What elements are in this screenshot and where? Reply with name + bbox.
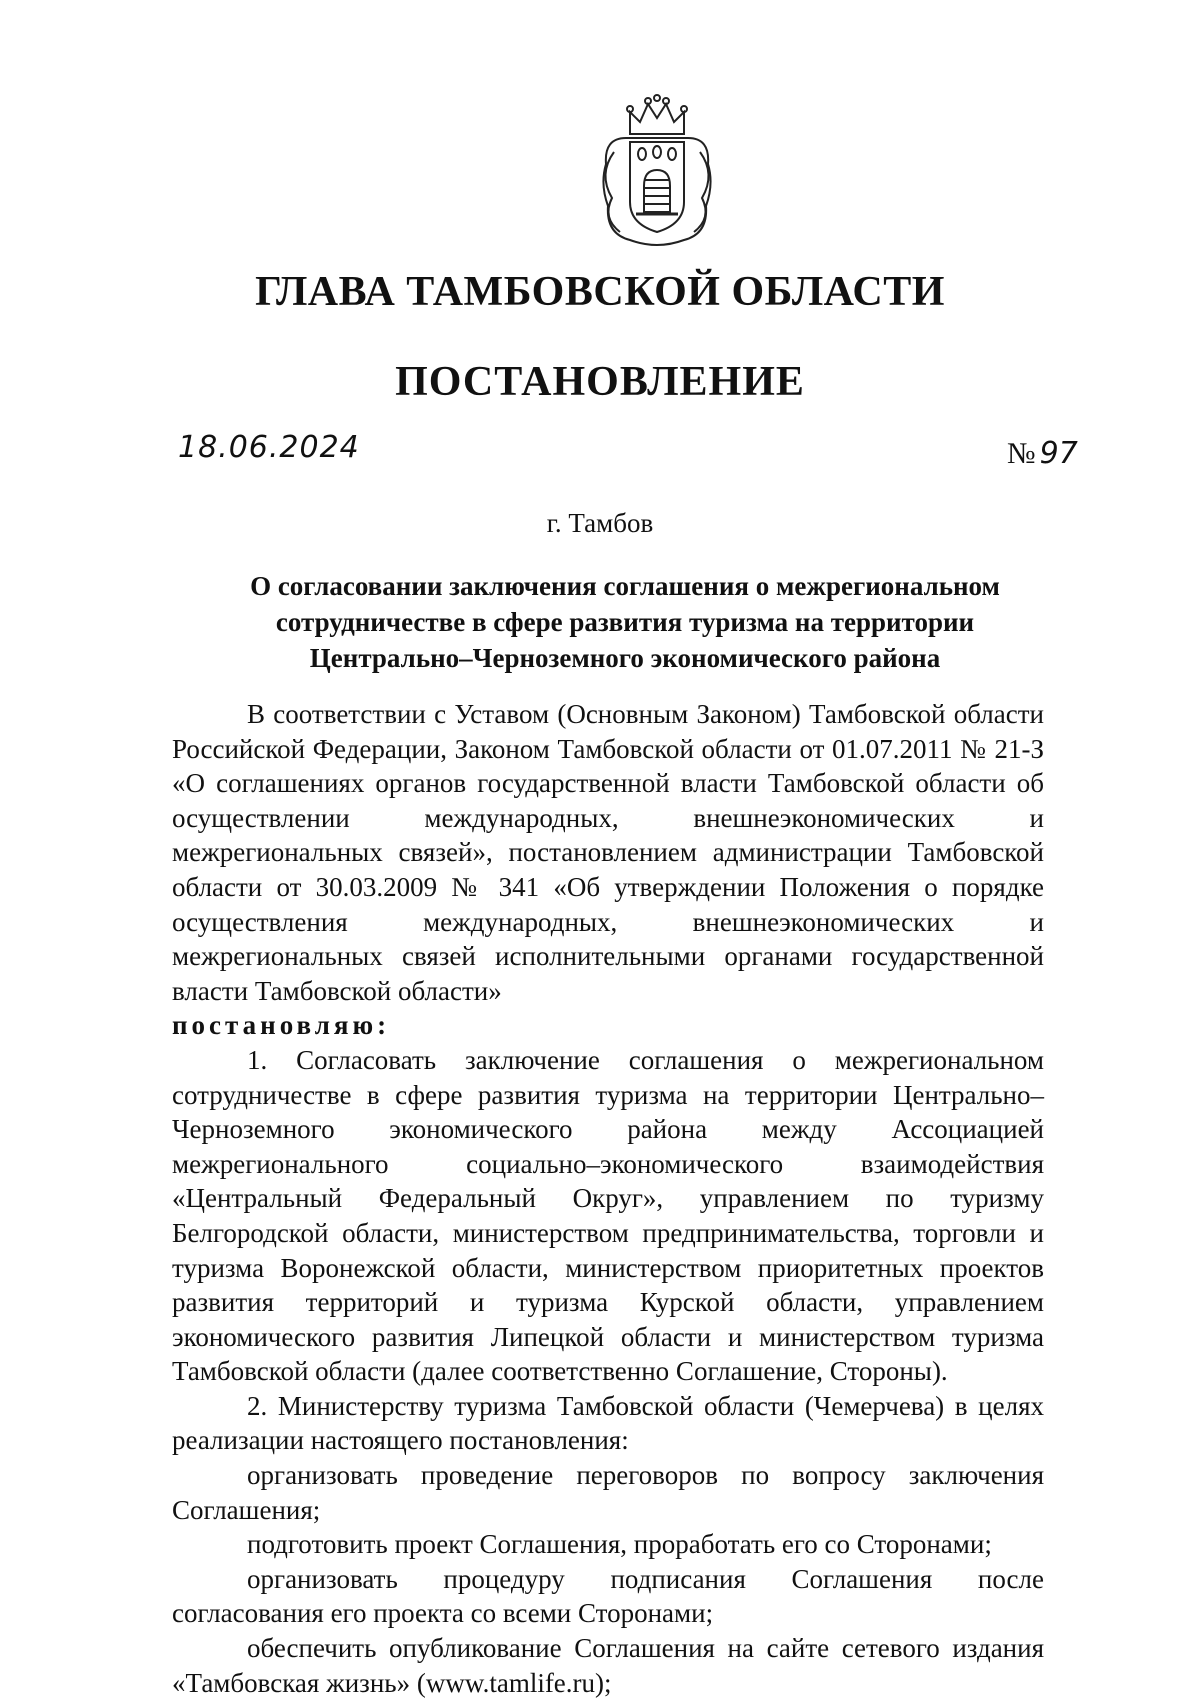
subitem-paragraph: обеспечить опубликование Соглашения на сайте сетевого издания «Тамбовская жизнь» (www.tamlife.ru); — [172, 1633, 1044, 1698]
document-number — [1007, 436, 1078, 471]
subitem-paragraph: организовать процедуру подписания Соглашения после согласования его проекта со всеми Сторонами; — [172, 1563, 1044, 1629]
document-type: ПОСТАНОВЛЕНИЕ — [395, 359, 805, 405]
item-1-paragraph: 1. Согласовать заключение соглашения о межрегиональном сотрудничестве в сфере развития туризма на территории Центрально–Черноземного экономического района между Ассоциацией межрегионального социально–экономического взаимодействия «Центральный Федеральный Округ», управлением по туризму Белгородской области, министерством предпринимательства, торговли и туризма Воронежской области, министерством приоритетных проектов развития территорий и туризма Курской области, управлением экономического развития Липецкой области и министерством туризма Тамбовской области (далее соответственно Соглашение, Стороны). — [172, 1044, 1044, 1387]
number-prefix: № — [1007, 437, 1036, 470]
subitem-paragraph: организовать проведение переговоров по вопросу заключения Соглашения; — [172, 1460, 1044, 1525]
city-line: г. Тамбов — [546, 508, 654, 538]
organization-title: ГЛАВА ТАМБОВСКОЙ ОБЛАСТИ — [255, 269, 945, 315]
number-value: 97 — [1039, 436, 1078, 471]
document-date: 18.06.2024 — [178, 430, 360, 465]
subitem-paragraph: подготовить проект Соглашения, проработать его со Сторонами; — [247, 1529, 992, 1560]
tambov-region-coat-of-arms-icon — [596, 94, 718, 252]
resolve-word: постановляю: — [172, 1010, 391, 1041]
subject-line: О согласовании заключения соглашения о межрегиональном — [250, 571, 1000, 601]
preamble-paragraph: В соответствии с Уставом (Основным Законом) Тамбовской области Российской Федерации, Законом Тамбовской области от 01.07.2011 № 21-З «О соглашениях органов государственной власти Тамбовской области об осуществлении международных, внешнеэкономических и межрегиональных связей», постановлением администрации Тамбовской области от 30.03.2009 № 341 «Об утверждении Положения о порядке осуществления международных, внешнеэкономических и межрегиональных связей исполнительными органами государственной власти Тамбовской области» — [172, 699, 1044, 1006]
item-2-paragraph: 2. Министерству туризма Тамбовской области (Чемерчева) в целях реализации настоящего постановления: — [172, 1390, 1044, 1456]
subject-line: сотрудничестве в сфере развития туризма на территории — [275, 607, 975, 637]
subject-line: Центрально–Черноземного экономического района — [309, 643, 941, 673]
document-subject — [200, 568, 1050, 676]
document-body — [172, 697, 1044, 1700]
